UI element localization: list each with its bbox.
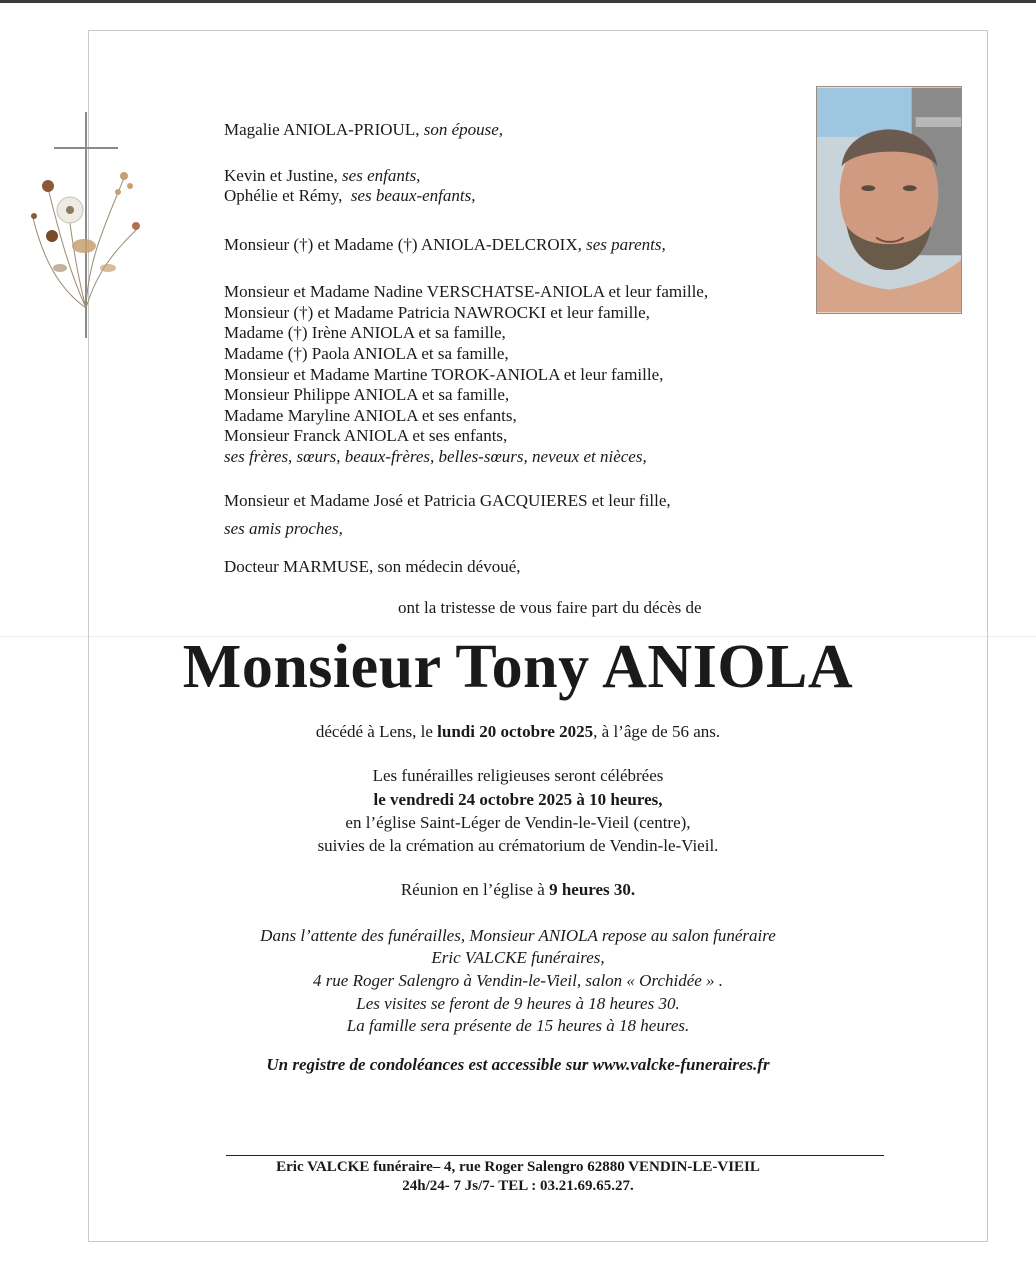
- footer-divider: [226, 1155, 884, 1156]
- funeral-cremation: suivies de la crémation au crématorium de Vendin-le-Vieil.: [317, 836, 719, 855]
- sibling-line-3: Madame (†) Irène ANIOLA et sa famille,: [224, 323, 506, 342]
- announce-line: ont la tristesse de vous faire part du décès de: [398, 598, 702, 617]
- friends-line: Monsieur et Madame José et Patricia GACQUIERES et leur fille,: [224, 491, 671, 510]
- sibling-line-7: Madame Maryline ANIOLA et ses enfants,: [224, 406, 517, 425]
- death-line: décédé à Lens, le lundi 20 octobre 2025, à l’âge de 56 ans.: [315, 722, 721, 741]
- sibling-line-1: Monsieur et Madame Nadine VERSCHATSE-ANIOLA et leur famille,: [224, 282, 709, 301]
- visits-line-1: Dans l’attente des funérailles, Monsieur ANIOLA repose au salon funéraire: [260, 926, 776, 945]
- footer-phone: 24h/24- 7 Js/7- TEL : 03.21.69.65.27.: [402, 1178, 634, 1194]
- doctor-line: Docteur MARMUSE, son médecin dévoué,: [224, 557, 521, 576]
- deceased-name: Monsieur Tony ANIOLA: [182, 633, 854, 701]
- visits-line-2: Eric VALCKE funéraires,: [431, 948, 605, 967]
- meeting-line: Réunion en l’église à 9 heures 30.: [400, 880, 636, 899]
- parents-line: Monsieur (†) et Madame (†) ANIOLA-DELCROIX, ses parents,: [224, 235, 666, 254]
- sibling-line-4: Madame (†) Paola ANIOLA et sa famille,: [224, 344, 509, 363]
- step-children-line: Ophélie et Rémy, ses beaux-enfants,: [224, 186, 476, 205]
- funeral-church: en l’église Saint-Léger de Vendin-le-Vieil (centre),: [345, 813, 691, 832]
- siblings-role: ses frères, sœurs, beaux-frères, belles-sœurs, neveux et nièces,: [224, 447, 647, 466]
- visits-line-5: La famille sera présente de 15 heures à 18 heures.: [346, 1016, 690, 1035]
- portrait-photo: [816, 86, 962, 314]
- sibling-line-8: Monsieur Franck ANIOLA et ses enfants,: [224, 426, 508, 445]
- visits-line-3: 4 rue Roger Salengro à Vendin-le-Vieil, salon « Orchidée » .: [312, 971, 724, 990]
- funeral-line-1: Les funérailles religieuses seront célébrées: [372, 766, 664, 785]
- cross-flowers-icon: [28, 108, 152, 344]
- funeral-date: le vendredi 24 octobre 2025 à 10 heures,: [373, 790, 663, 809]
- children-line: Kevin et Justine, ses enfants,: [224, 166, 421, 185]
- sibling-line-2: Monsieur (†) et Madame Patricia NAWROCKI et leur famille,: [224, 303, 650, 322]
- footer-address: Eric VALCKE funéraire– 4, rue Roger Salengro 62880 VENDIN-LE-VIEIL: [276, 1159, 760, 1175]
- sibling-line-6: Monsieur Philippe ANIOLA et sa famille,: [224, 385, 510, 404]
- wife-line: Magalie ANIOLA-PRIOUL, son épouse,: [224, 120, 504, 139]
- scan-edge: [0, 0, 1036, 3]
- sibling-line-5: Monsieur et Madame Martine TOROK-ANIOLA et leur famille,: [224, 365, 664, 384]
- friends-role: ses amis proches,: [224, 519, 343, 538]
- registry-line: Un registre de condoléances est accessible sur www.valcke-funeraires.fr: [266, 1055, 770, 1074]
- registry-link[interactable]: www.valcke-funeraires.fr: [592, 1055, 770, 1074]
- visits-line-4: Les visites se feront de 9 heures à 18 heures 30.: [356, 994, 680, 1013]
